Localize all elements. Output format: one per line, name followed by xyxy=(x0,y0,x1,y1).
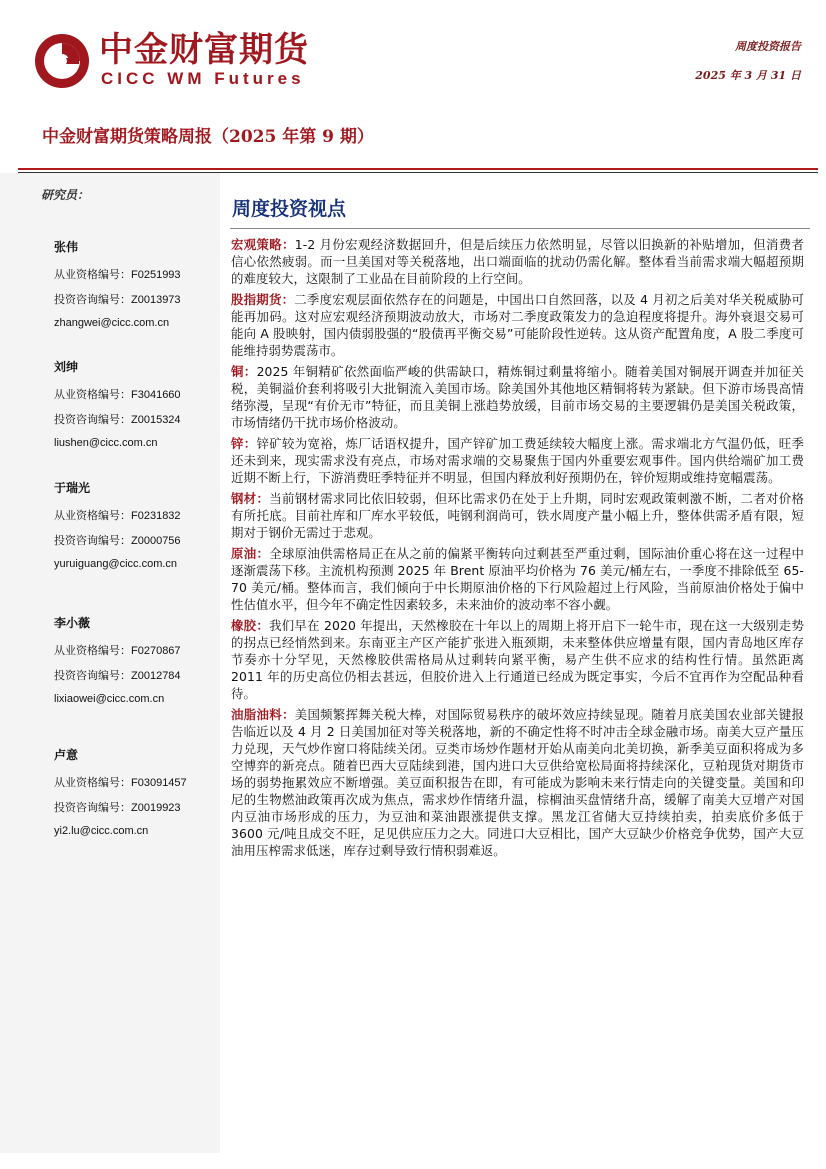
analyst-consult xyxy=(54,411,214,427)
paragraph-steel xyxy=(231,490,804,541)
analyst-card xyxy=(54,479,214,570)
analyst-name: 卢意 xyxy=(54,748,79,762)
analyst-name: 于瑞光 xyxy=(54,481,91,495)
paragraph-body: 当前钢材需求同比依旧较弱，但环比需求仍在处于上升期，同时宏观政策刺激不断，二者对价格有所托底。目前社库和厂库水平较低，吨钢利润尚可，铁水周度产量小幅上升，整体供需矛盾有限，短期对于钢价无需过于悲观。 xyxy=(231,491,804,540)
paragraph-body: 锌矿较为宽裕，炼厂话语权提升，国产锌矿加工费延续较大幅度上涨。需求端北方气温仍低，旺季还未到来，现实需求没有亮点，市场对需求端的交易聚焦于国内外重要宏观事件。国内供给端矿加工费近期不断上行，下游消费旺季特征并不明显，但国内释放利好预期仍在，锌价短期或维持宽幅震荡。 xyxy=(231,436,804,485)
paragraph-body: 2025 年铜精矿依然面临严峻的供需缺口，精炼铜过剩量将缩小。随着美国对铜展开调查并加征关税，美铜溢价套利将吸引大批铜流入美国市场。除美国外其他地区精铜将转为紧缺。但下游市场畏高情绪弥漫，呈现“有价无市”特征，而且美铜上涨趋势放缓，目前市场交易的主要逻辑仍是美国关税政策，市场情绪仍干扰市场价格波动。 xyxy=(231,364,804,430)
paragraph-oilseeds xyxy=(231,706,804,859)
analyst-card xyxy=(54,746,214,837)
analyst-name: 张伟 xyxy=(54,240,79,254)
analyst-card xyxy=(54,358,214,449)
section-title: 周度投资视点 xyxy=(232,198,347,220)
consult-label: 投资咨询编号： xyxy=(54,414,131,426)
section-divider xyxy=(230,228,810,229)
weekly-views xyxy=(231,236,804,859)
paragraph-heading: 股指期货： xyxy=(231,292,295,307)
paragraph-heading: 铜： xyxy=(231,364,257,379)
qualification-label: 从业资格编号： xyxy=(54,645,131,657)
analyst-consult xyxy=(54,799,214,815)
consult-number: Z0012784 xyxy=(131,670,181,682)
qualification-number: F0231832 xyxy=(131,510,181,522)
analyst-qualification xyxy=(54,642,214,658)
analysts-label: 研究员： xyxy=(41,188,90,202)
paragraph-stock-index xyxy=(231,291,804,359)
analyst-consult xyxy=(54,667,214,683)
paragraph-body: 1-2 月份宏观经济数据回升，但是后续压力依然明显，尽管以旧换新的补贴增加，但消费者信心依然疲弱。而一旦美国对等关税落地，出口端面临的扰动仍需化解。整体看当前需求端大幅超预期的难度较大，这限制了工业品在目前阶段的上行空间。 xyxy=(231,237,804,286)
qualification-label: 从业资格编号： xyxy=(54,510,131,522)
consult-number: Z0019923 xyxy=(131,802,181,814)
company-logo-icon xyxy=(33,32,91,90)
consult-label: 投资咨询编号： xyxy=(54,670,131,682)
analyst-qualification xyxy=(54,507,214,523)
analyst-email[interactable]: zhangwei@cicc.com.cn xyxy=(54,317,170,329)
paragraph-crude-oil xyxy=(231,545,804,613)
analyst-consult xyxy=(54,291,214,307)
paragraph-body: 二季度宏观层面依然存在的问题是，中国出口自然回落，以及 4 月初之后美对华关税威胁可能再加码。这对应宏观经济预期波动放大，市场对二季度政策发力的急迫程度将提升。海外衰退交易可能向 A 股映射，国内债弱股强的“股债再平衡交易”可能阶段性逆转。这从资产配置角度，A 股二季度可能维持弱势震荡市。 xyxy=(231,292,805,358)
analyst-qualification xyxy=(54,386,214,402)
consult-label: 投资咨询编号： xyxy=(54,294,131,306)
analyst-name: 李小薇 xyxy=(54,616,91,630)
paragraph-heading: 宏观策略： xyxy=(231,237,295,252)
document-title: 中金财富期货策略周报（2025 年第 9 期） xyxy=(42,127,374,147)
qualification-number: F3041660 xyxy=(131,389,181,401)
analyst-consult xyxy=(54,532,214,548)
paragraph-heading: 油脂油料： xyxy=(231,707,295,722)
analyst-email[interactable]: lixiaowei@cicc.com.cn xyxy=(54,693,165,705)
paragraph-heading: 钢材： xyxy=(231,491,270,506)
qualification-label: 从业资格编号： xyxy=(54,269,131,281)
paragraph-macro xyxy=(231,236,804,287)
paragraph-heading: 锌： xyxy=(231,436,257,451)
qualification-label: 从业资格编号： xyxy=(54,389,131,401)
qualification-number: F0251993 xyxy=(131,269,181,281)
paragraph-heading: 原油： xyxy=(231,546,270,561)
brand-name-cn: 中金财富期货 xyxy=(99,30,309,70)
consult-label: 投资咨询编号： xyxy=(54,802,131,814)
consult-number: Z0013973 xyxy=(131,294,181,306)
paragraph-heading: 橡胶： xyxy=(231,618,270,633)
paragraph-body: 全球原油供需格局正在从之前的偏紧平衡转向过剩甚至严重过剩，国际油价重心将在这一过程中逐渐震荡下移。主流机构预测 2025 年 Brent 原油平均价格为 76 美元/桶左右，一季度不排除低至 65-70 美元/桶。整体而言，我们倾向于中长期原油价格的下行风险超过上行风险，当前原油价格处于偏中性估值水平，但今年不确定性因素较多，未来油价的波动率不容小觑。 xyxy=(231,546,804,612)
analyst-email[interactable]: liushen@cicc.com.cn xyxy=(54,437,158,449)
consult-number: Z0015324 xyxy=(131,414,181,426)
qualification-label: 从业资格编号： xyxy=(54,777,131,789)
analyst-name: 刘绅 xyxy=(54,360,79,374)
paragraph-copper xyxy=(231,363,804,431)
report-type: 周度投资报告 xyxy=(735,40,801,53)
analyst-email[interactable]: yi2.lu@cicc.com.cn xyxy=(54,825,149,837)
paragraph-body: 美国频繁挥舞关税大棒，对国际贸易秩序的破坏效应持续显现。随着月底美国农业部关键报告临近以及 4 月 2 日美国加征对等关税落地，新的不确定性将不时冲击全球金融市场。南美大豆产量压力兑现，天气炒作窗口将陆续关闭。豆类市场炒作题材开始从南美向北美切换，新季美豆面积将成为多空博弈的新亮点。随着巴西大豆陆续到港，国内进口大豆供给宽松局面将持续深化，豆粕现货对期货市场的弱势拖累效应不断增强。美豆面积报告在即，有可能成为影响未来行情走向的关键变量。美国和印尼的生物燃油政策再次成为焦点，需求炒作情绪升温，棕榈油买盘情绪升高，缓解了南美大豆增产对国内豆油市场形成的压力，为豆油和菜油跟涨提供支撑。黑龙江省储大豆持续拍卖，拍卖底价多低于 3600 元/吨且成交不旺，足见供应压力之大。同进口大豆相比，国产大豆缺少价格竞争优势，国产大豆油用压榨需求低迷，库存过剩导致行情积弱难返。 xyxy=(231,707,805,858)
analyst-card xyxy=(54,614,214,705)
paragraph-rubber xyxy=(231,617,804,702)
consult-number: Z0000756 xyxy=(131,535,181,547)
header-divider xyxy=(18,168,818,170)
analyst-qualification xyxy=(54,774,214,790)
report-date: 2025 年 3 月 31 日 xyxy=(695,69,801,82)
consult-label: 投资咨询编号： xyxy=(54,535,131,547)
brand-name-en: CICC WM Futures xyxy=(101,69,305,88)
paragraph-body: 我们早在 2020 年提出，天然橡胶在十年以上的周期上将开启下一轮牛市，现在这一大级别走势的拐点已经悄然到来。东南亚主产区产能扩张进入瓶颈期，未来整体供应增量有限，国内青岛地区库存节奏亦十分罕见，天然橡胶供需格局从过剩转向紧平衡，易产生供不应求的结构性行情。虽然距离 2011 年的历史高位仍相去甚远，但胶价进入上行通道已经成为既定事实，今后不宜再作为空配品种看待。 xyxy=(231,618,804,701)
paragraph-zinc xyxy=(231,435,804,486)
analyst-qualification xyxy=(54,266,214,282)
qualification-number: F03091457 xyxy=(131,777,187,789)
qualification-number: F0270867 xyxy=(131,645,181,657)
analyst-card xyxy=(54,238,214,329)
analyst-email[interactable]: yuruiguang@cicc.com.cn xyxy=(54,558,178,570)
